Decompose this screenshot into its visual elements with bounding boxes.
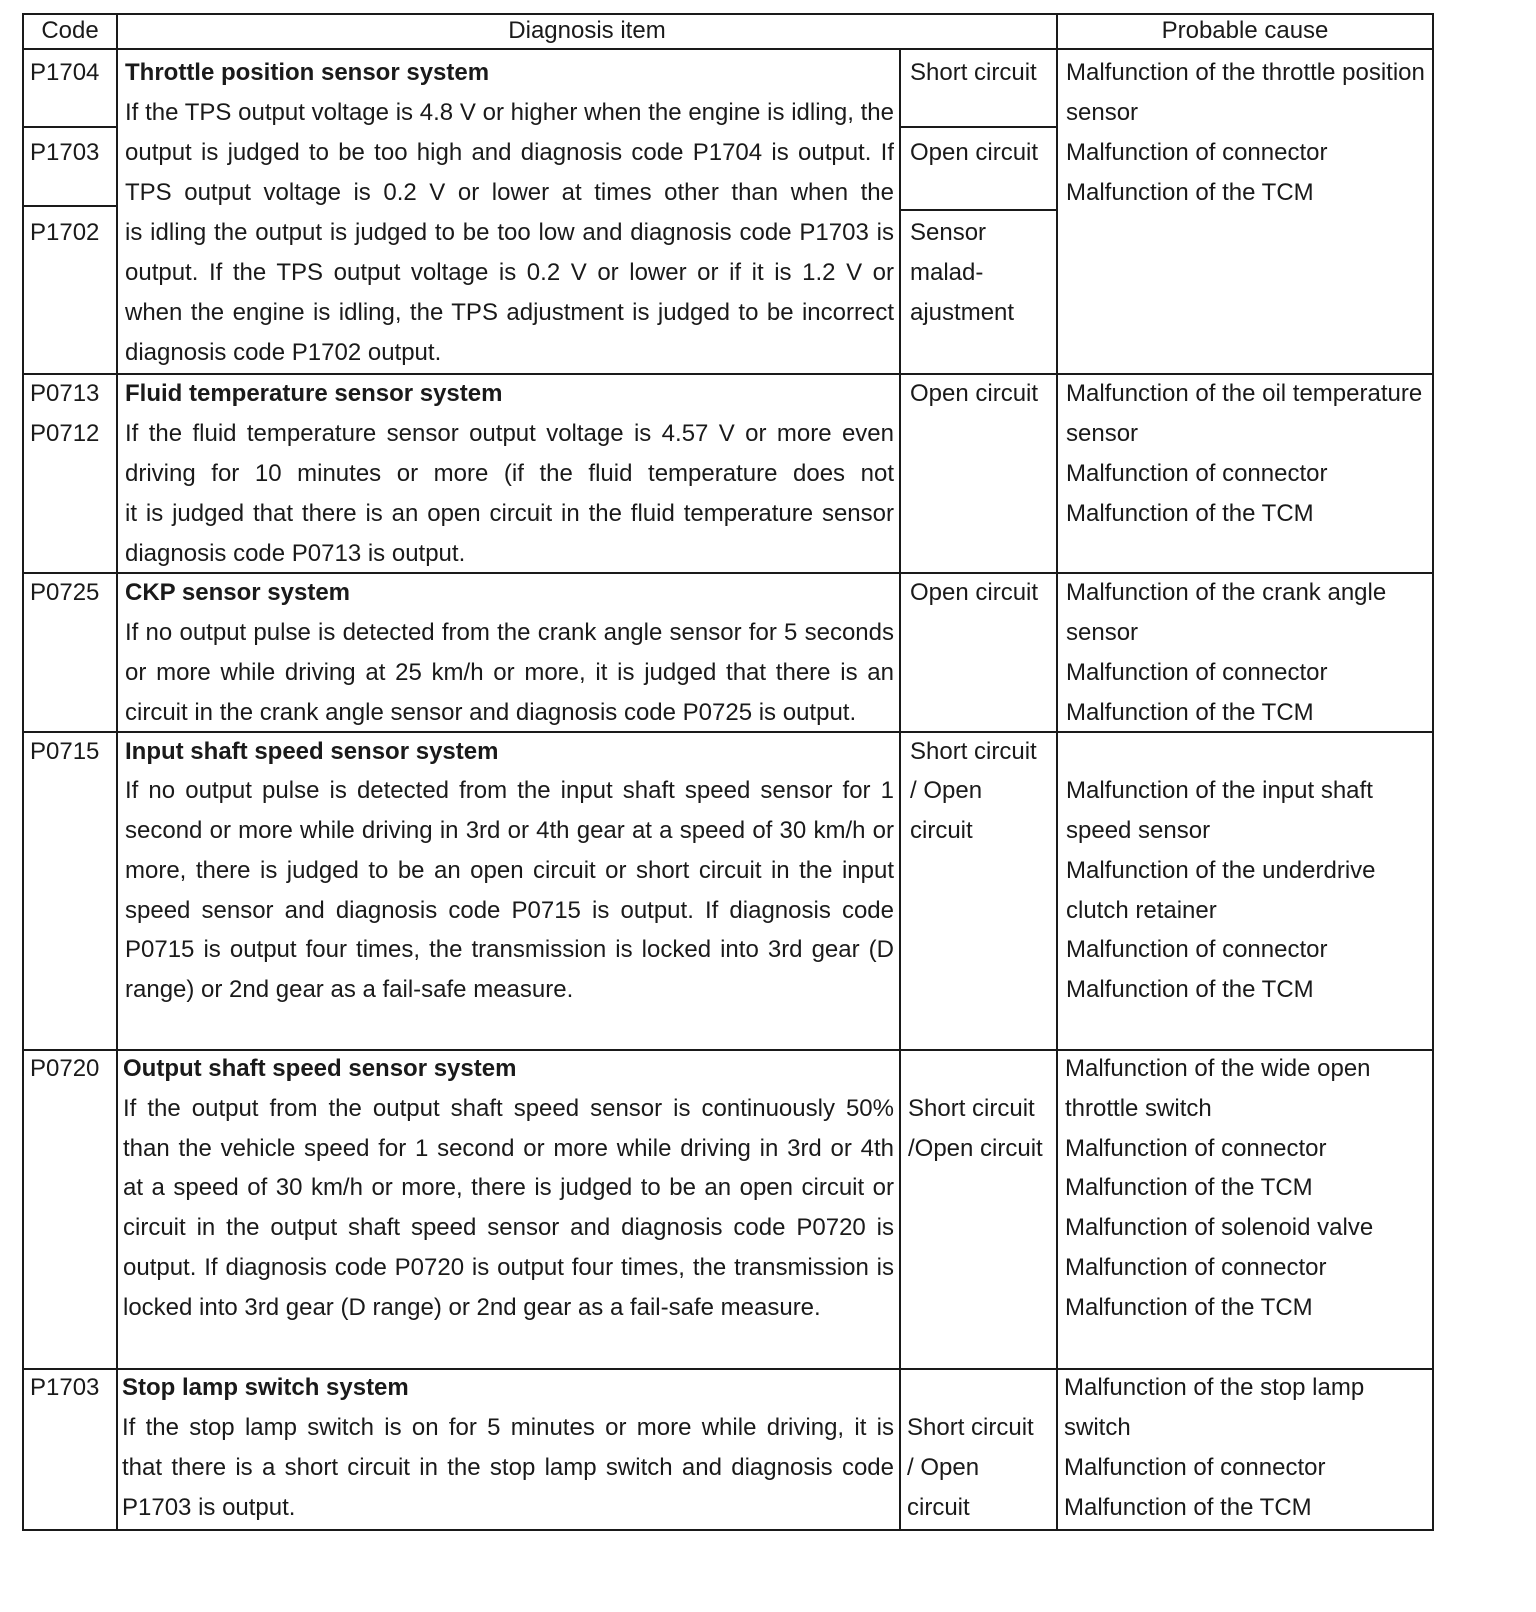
- cause-line: Malfunction of the stop lamp: [1064, 1374, 1365, 1401]
- diagnosis-text-line: at a speed of 30 km/h or more, there is judged to be an open circuit or: [123, 1174, 894, 1201]
- cause-line: Malfunction of the TCM: [1066, 500, 1314, 527]
- diagnosis-title: Fluid temperature sensor system: [125, 380, 503, 407]
- diagnosis-text-line: locked into 3rd gear (D range) or 2nd gear as a fail-safe measure.: [123, 1294, 821, 1321]
- cause-line: Malfunction of the input shaft: [1066, 777, 1373, 804]
- diagnosis-text-line: that there is a short circuit in the stop lamp switch and diagnosis code: [122, 1454, 894, 1481]
- code-cell: P1703: [30, 1374, 100, 1401]
- diagnosis-text-line: output is judged to be too high and diagnosis code P1704 is output. If: [125, 139, 894, 166]
- table-border: [1432, 13, 1434, 1531]
- diagnosis-text-line: circuit in the output shaft speed sensor and diagnosis code P0720 is: [123, 1214, 894, 1241]
- condition-cell: circuit: [910, 817, 973, 844]
- diagnosis-text-line: If no output pulse is detected from the crank angle sensor for 5 seconds: [125, 619, 894, 646]
- diagnosis-title: Output shaft speed sensor system: [123, 1055, 517, 1082]
- diagnosis-text-line: or more while driving at 25 km/h or more, it is judged that there is an: [125, 659, 894, 686]
- cause-line: Malfunction of the TCM: [1066, 976, 1314, 1003]
- diagnosis-text-line: it is judged that there is an open circuit in the fluid temperature sensor: [125, 500, 894, 527]
- code-cell: P0725: [30, 579, 100, 606]
- code-cell: P0712: [30, 420, 100, 447]
- diagnosis-text-line: If no output pulse is detected from the input shaft speed sensor for 1: [125, 777, 894, 804]
- code-cell: P0720: [30, 1055, 100, 1082]
- cause-line: Malfunction of the wide open: [1065, 1055, 1371, 1082]
- diagnosis-title: Input shaft speed sensor system: [125, 738, 499, 765]
- condition-cell: Open circuit: [910, 579, 1039, 606]
- diagnosis-text-line: when the engine is idling, the TPS adjustment is judged to be incorrect: [125, 299, 894, 326]
- header-code: Code: [41, 17, 99, 44]
- diagnosis-text-line: output. If diagnosis code P0720 is output four times, the transmission is: [123, 1254, 894, 1281]
- diagnosis-text-line: second or more while driving in 3rd or 4th gear at a speed of 30 km/h or: [125, 817, 894, 844]
- diagnosis-text-line: speed sensor and diagnosis code P0715 is output. If diagnosis code: [125, 897, 894, 924]
- code-cell: P1703: [30, 139, 100, 166]
- code-cell: P1702: [30, 219, 100, 246]
- condition-cell: /Open circuit: [908, 1135, 1043, 1162]
- diagnosis-title: Stop lamp switch system: [122, 1374, 409, 1401]
- code-cell: P0715: [30, 738, 100, 765]
- column-divider: [116, 13, 118, 1531]
- cause-line: Malfunction of connector: [1066, 460, 1328, 487]
- diagnosis-text-line: TPS output voltage is 0.2 V or lower at times other than when the: [125, 179, 894, 206]
- cause-line: Malfunction of the crank angle: [1066, 579, 1387, 606]
- diagnosis-text-line: P0715 is output four times, the transmission is locked into 3rd gear (D: [125, 936, 894, 963]
- cause-line: Malfunction of connector: [1066, 139, 1328, 166]
- diagnosis-text-line: If the fluid temperature sensor output voltage is 4.57 V or more even: [125, 420, 894, 447]
- cause-line: Malfunction of the TCM: [1065, 1294, 1313, 1321]
- header-diagnosis-item: Diagnosis item: [508, 17, 666, 44]
- diagnosis-text-line: If the TPS output voltage is 4.8 V or higher when the engine is idling, the: [125, 99, 894, 126]
- diagnosis-text-line: If the output from the output shaft speed sensor is continuously 50%: [123, 1095, 894, 1122]
- diagnosis-text-line: diagnosis code P0713 is output.: [125, 540, 466, 567]
- condition-cell: Open circuit: [910, 380, 1039, 407]
- condition-cell: Short circuit: [907, 1414, 1034, 1441]
- condition-divider: [900, 126, 1057, 128]
- diagnosis-table: [22, 13, 1434, 1531]
- cause-line: Malfunction of the underdrive: [1066, 857, 1376, 884]
- column-divider: [899, 49, 901, 1531]
- condition-cell: malad-: [910, 259, 984, 286]
- condition-cell: Open circuit: [910, 139, 1039, 166]
- diagnosis-text-line: If the stop lamp switch is on for 5 minutes or more while driving, it is: [122, 1414, 894, 1441]
- cause-line: Malfunction of the TCM: [1066, 699, 1314, 726]
- cause-line: Malfunction of connector: [1064, 1454, 1326, 1481]
- diagnosis-text-line: driving for 10 minutes or more (if the fluid temperature does not: [125, 460, 894, 487]
- diagnosis-text-line: circuit in the crank angle sensor and diagnosis code P0725 is output.: [125, 699, 857, 726]
- table-border: [22, 1529, 1434, 1531]
- cause-line: Malfunction of connector: [1066, 659, 1328, 686]
- table-border: [22, 13, 24, 1531]
- code-cell: P0713: [30, 380, 100, 407]
- cause-line: Malfunction of the oil temperature: [1066, 380, 1423, 407]
- cause-line: Malfunction of the TCM: [1066, 179, 1314, 206]
- diagnosis-text-line: more, there is judged to be an open circuit or short circuit in the input: [125, 857, 894, 884]
- condition-cell: Sensor: [910, 219, 987, 246]
- column-divider: [1056, 13, 1058, 1531]
- cause-line: Malfunction of the TCM: [1065, 1174, 1313, 1201]
- diagnosis-text-line: than the vehicle speed for 1 second or more while driving in 3rd or 4th: [123, 1135, 894, 1162]
- cause-line: sensor: [1066, 99, 1139, 126]
- diagnosis-text-line: P1703 is output.: [122, 1494, 296, 1521]
- cause-line: Malfunction of connector: [1066, 936, 1328, 963]
- cause-line: clutch retainer: [1066, 897, 1217, 924]
- diagnosis-text-line: output. If the TPS output voltage is 0.2 V or lower or if it is 1.2 V or: [125, 259, 894, 286]
- header-probable-cause: Probable cause: [1161, 17, 1329, 44]
- cause-line: Malfunction of the throttle position: [1066, 59, 1425, 86]
- cause-line: Malfunction of solenoid valve: [1065, 1214, 1374, 1241]
- code-divider: [22, 126, 117, 128]
- diagnosis-text-line: is idling the output is judged to be too low and diagnosis code P1703 is: [125, 219, 894, 246]
- diagnosis-title: Throttle position sensor system: [125, 59, 490, 86]
- condition-cell: Short circuit: [908, 1095, 1035, 1122]
- cause-line: throttle switch: [1065, 1095, 1212, 1122]
- condition-cell: Short circuit: [910, 738, 1037, 765]
- cause-line: Malfunction of connector: [1065, 1135, 1327, 1162]
- condition-cell: / Open: [910, 777, 983, 804]
- condition-divider: [900, 209, 1057, 211]
- code-cell: P1704: [30, 59, 100, 86]
- diagnosis-text-line: range) or 2nd gear as a fail-safe measure.: [125, 976, 574, 1003]
- cause-line: Malfunction of connector: [1065, 1254, 1327, 1281]
- diagnosis-text-line: diagnosis code P1702 output.: [125, 339, 442, 366]
- condition-cell: ajustment: [910, 299, 1015, 326]
- cause-line: speed sensor: [1066, 817, 1211, 844]
- cause-line: sensor: [1066, 619, 1139, 646]
- condition-cell: Short circuit: [910, 59, 1037, 86]
- condition-cell: / Open: [907, 1454, 980, 1481]
- code-divider: [22, 205, 117, 207]
- cause-line: Malfunction of the TCM: [1064, 1494, 1312, 1521]
- cause-line: switch: [1064, 1414, 1131, 1441]
- diagnosis-title: CKP sensor system: [125, 579, 350, 606]
- cause-line: sensor: [1066, 420, 1139, 447]
- condition-cell: circuit: [907, 1494, 970, 1521]
